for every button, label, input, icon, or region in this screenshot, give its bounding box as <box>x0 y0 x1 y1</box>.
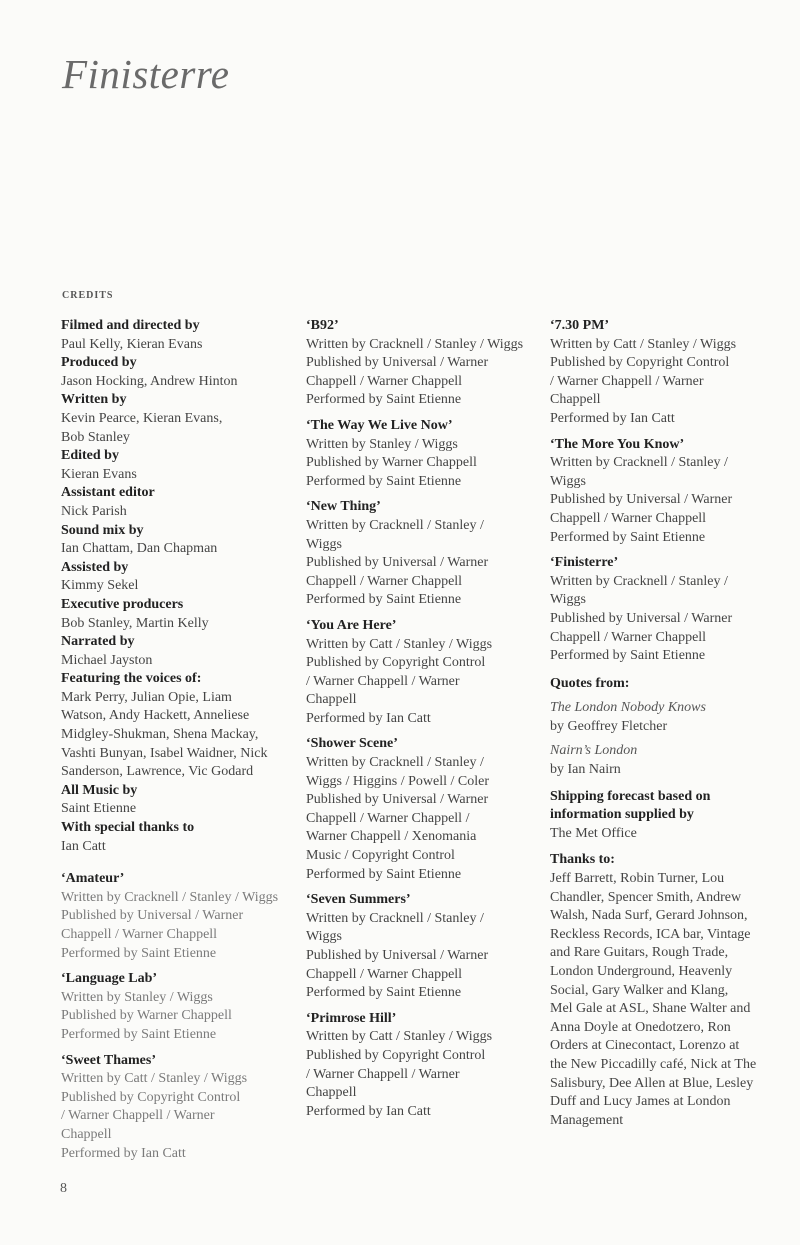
track-line: Published by Universal / Warner <box>550 610 733 626</box>
credit-entry <box>61 354 296 391</box>
credit-role: Filmed and directed by <box>61 318 200 333</box>
track-line: Written by Cracknell / Stanley / <box>306 517 484 533</box>
thanks-line: Reckless Records, ICA bar, Vintage <box>550 926 751 942</box>
track-line: Warner Chappell / Xenomania <box>306 829 477 845</box>
track-line: Published by Copyright Control <box>306 655 486 671</box>
thanks-line: and Rare Guitars, Rough Trade, <box>550 945 729 961</box>
thanks-line: Management <box>550 1112 624 1128</box>
shipping-source: The Met Office <box>550 825 637 841</box>
track-title: ‘The Way We Live Now’ <box>306 417 453 433</box>
track-line: Written by Stanley / Wiggs <box>306 436 458 452</box>
shipping-heading <box>550 788 785 825</box>
track-line: / Warner Chappell / Warner <box>306 673 460 689</box>
track-line: Performed by Saint Etienne <box>550 648 706 664</box>
track-line: Written by Catt / Stanley / Wiggs <box>306 636 493 652</box>
track-title: ‘Sweet Thames’ <box>61 1052 157 1068</box>
track-line: Chappell / Warner Chappell <box>61 927 218 942</box>
credit-names: Nick Parish <box>61 503 127 519</box>
track-line: Published by Universal / Warner <box>306 792 489 808</box>
track-title: ‘Seven Summers’ <box>306 892 411 908</box>
track-line: Published by Warner Chappell <box>306 455 477 471</box>
track-line: Chappell / Warner Chappell <box>306 373 463 389</box>
quote-item <box>550 742 785 779</box>
credit-entry <box>61 559 296 596</box>
credit-entry <box>61 782 296 819</box>
column-3 <box>550 317 785 1130</box>
track-line: Published by Copyright Control <box>61 1089 241 1105</box>
quote-title: The London Nobody Knows <box>550 700 706 716</box>
credit-role: Written by <box>61 392 127 408</box>
thanks-line: Chandler, Spencer Smith, Andrew <box>550 889 742 905</box>
track-title: ‘B92’ <box>306 318 339 333</box>
track-line: Published by Universal / Warner <box>61 908 244 924</box>
credit-entry <box>61 633 296 670</box>
thanks-text <box>550 870 785 1130</box>
thanks-line: Orders at Cinecontact, Lorenzo at <box>550 1038 740 1054</box>
track-title: ‘Finisterre’ <box>550 555 619 571</box>
credit-names: Ian Chattam, Dan Chapman <box>61 541 218 557</box>
thanks-heading: Thanks to: <box>550 852 615 868</box>
track-title: ‘New Thing’ <box>306 499 381 515</box>
track-line: Written by Catt / Stanley / Wiggs <box>550 336 737 352</box>
track-shower-scene <box>306 735 541 884</box>
track-seven-summers <box>306 891 541 1003</box>
credit-role: All Music by <box>61 782 138 798</box>
track-line: Performed by Saint Etienne <box>306 592 462 608</box>
track-line: Performed by Saint Etienne <box>306 392 462 408</box>
credit-role: Executive producers <box>61 596 184 612</box>
track-line: Performed by Saint Etienne <box>61 1026 217 1042</box>
track-line: Wiggs <box>550 592 586 608</box>
quote-author: by Ian Nairn <box>550 762 621 778</box>
credit-names: Bob Stanley <box>61 429 130 445</box>
credit-entry <box>61 596 296 633</box>
thanks-line: London Underground, Heavenly <box>550 964 733 979</box>
track-the-way-we-live-now <box>306 417 541 491</box>
credit-names: Vashti Bunyan, Isabel Waidner, Nick <box>61 745 268 761</box>
track-line: Wiggs <box>550 473 586 489</box>
page-title: Finisterre <box>62 51 230 97</box>
track-line: Published by Copyright Control <box>550 355 730 371</box>
credit-entry <box>61 317 296 354</box>
credit-names: Jason Hocking, Andrew Hinton <box>61 373 238 389</box>
track-line: Performed by Ian Catt <box>61 1145 186 1161</box>
credit-entry <box>61 447 296 484</box>
track-line: Performed by Ian Catt <box>306 1103 431 1119</box>
track-line: Performed by Saint Etienne <box>306 985 462 1001</box>
credit-role: Sound mix by <box>61 522 144 538</box>
track-title: ‘Primrose Hill’ <box>306 1010 397 1026</box>
credit-role: Assisted by <box>61 559 129 575</box>
shipping-heading-line: Shipping forecast based on <box>550 788 711 804</box>
track-title: ‘7.30 PM’ <box>550 318 610 333</box>
track-line: Written by Catt / Stanley / Wiggs <box>306 1029 493 1045</box>
track-line: Chappell / Warner Chappell <box>550 629 707 645</box>
credits-list <box>61 317 296 856</box>
credit-entry <box>61 391 296 447</box>
track-line: Written by Cracknell / Stanley / Wiggs <box>61 889 279 905</box>
credit-role: Featuring the voices of: <box>61 671 202 687</box>
track-line: Chappell <box>306 692 357 708</box>
thanks-line: Walsh, Nada Surf, Gerard Johnson, <box>550 908 748 924</box>
track-finisterre <box>550 554 785 666</box>
track-line: Wiggs / Higgins / Powell / Coler <box>306 773 489 789</box>
thanks-line: the New Piccadilly café, Nick at The <box>550 1056 757 1072</box>
credit-role: With special thanks to <box>61 820 195 836</box>
track-line: Written by Cracknell / Stanley / <box>306 755 484 771</box>
thanks-line: Salisbury, Dee Allen at Blue, Lesley <box>550 1075 754 1091</box>
credit-entry <box>61 522 296 559</box>
track-b92 <box>306 317 541 410</box>
track-title: ‘Amateur’ <box>61 871 125 887</box>
credit-names: Mark Perry, Julian Opie, Liam <box>61 689 232 705</box>
track-language-lab <box>61 970 296 1044</box>
track-title: ‘Shower Scene’ <box>306 736 398 752</box>
track-line: Published by Universal / Warner <box>306 355 489 371</box>
credit-role: Produced by <box>61 355 137 371</box>
track-title: ‘The More You Know’ <box>550 436 685 452</box>
credit-names: Michael Jayston <box>61 652 153 668</box>
track-line: Published by Universal / Warner <box>306 555 489 571</box>
track-line: Written by Stanley / Wiggs <box>61 989 213 1005</box>
track-line: Published by Universal / Warner <box>306 948 489 963</box>
quote-title: Nairn’s London <box>550 743 638 759</box>
credit-names: Sanderson, Lawrence, Vic Godard <box>61 764 254 780</box>
track-line: Published by Universal / Warner <box>550 492 733 508</box>
thanks-line: Mel Gale at ASL, Shane Walter and <box>550 1001 751 1017</box>
track-line: Performed by Ian Catt <box>550 410 675 426</box>
quote-author: by Geoffrey Fletcher <box>550 718 668 734</box>
quotes-heading: Quotes from: <box>550 675 630 691</box>
thanks-line: Duff and Lucy James at London <box>550 1094 731 1110</box>
credit-entry <box>61 670 296 782</box>
track-new-thing <box>306 498 541 610</box>
track-amateur <box>61 870 296 963</box>
track-line: Chappell / Warner Chappell / <box>306 810 470 826</box>
credit-names: Kieran Evans <box>61 466 137 482</box>
track-line: Written by Cracknell / Stanley / <box>550 573 728 589</box>
track-line: Chappell / Warner Chappell <box>550 510 707 526</box>
track-the-more-you-know <box>550 436 785 548</box>
track-line: Music / Copyright Control <box>306 848 455 864</box>
credit-role: Assistant editor <box>61 485 155 501</box>
credit-names: Bob Stanley, Martin Kelly <box>61 615 209 631</box>
track-you-are-here <box>306 617 541 729</box>
track-line: Chappell <box>61 1126 112 1142</box>
track-line: Wiggs <box>306 929 342 945</box>
credit-role: Narrated by <box>61 634 135 650</box>
track-line: Performed by Ian Catt <box>306 710 431 726</box>
thanks-line: Social, Gary Walker and Klang, <box>550 982 729 998</box>
track-line: Performed by Saint Etienne <box>306 866 462 882</box>
credit-names: Kevin Pearce, Kieran Evans, <box>61 410 223 426</box>
track-line: Performed by Saint Etienne <box>550 529 706 545</box>
credit-names: Saint Etienne <box>61 801 137 817</box>
track-line: Written by Cracknell / Stanley / <box>306 910 484 926</box>
thanks-line: Anna Doyle at Onedotzero, Ron <box>550 1019 731 1035</box>
track-line: Written by Catt / Stanley / Wiggs <box>61 1071 248 1087</box>
track-line: / Warner Chappell / Warner <box>61 1108 215 1124</box>
thanks-line: Jeff Barrett, Robin Turner, Lou <box>550 871 725 887</box>
track-line: Performed by Saint Etienne <box>306 473 462 489</box>
track-line: Chappell <box>306 1085 357 1101</box>
quote-item <box>550 699 785 736</box>
track-line: Written by Cracknell / Stanley / Wiggs <box>306 336 524 352</box>
credit-names: Watson, Andy Hackett, Anneliese <box>61 708 250 724</box>
credit-role: Edited by <box>61 448 119 464</box>
track-line: Chappell / Warner Chappell <box>306 573 463 589</box>
track-line: Wiggs <box>306 536 342 552</box>
track-title: ‘Language Lab’ <box>61 971 158 987</box>
column-2 <box>306 317 541 1121</box>
track-7-30-pm <box>550 317 785 429</box>
track-line: / Warner Chappell / Warner <box>306 1066 460 1082</box>
track-line: Performed by Saint Etienne <box>61 945 217 961</box>
column-1 <box>61 317 296 1163</box>
credit-names: Paul Kelly, Kieran Evans <box>61 336 203 352</box>
shipping-heading-line: information supplied by <box>550 807 694 823</box>
track-line: Published by Warner Chappell <box>61 1008 232 1024</box>
section-label: CREDITS <box>62 290 114 301</box>
credit-names: Midgley-Shukman, Shena Mackay, <box>61 727 259 743</box>
credit-names: Kimmy Sekel <box>61 578 139 594</box>
track-title: ‘You Are Here’ <box>306 617 397 633</box>
credit-entry <box>61 819 296 856</box>
track-line: Chappell / Warner Chappell <box>306 966 463 982</box>
track-line: / Warner Chappell / Warner <box>550 373 704 389</box>
track-line: Chappell <box>550 392 601 408</box>
track-sweet-thames <box>61 1052 296 1164</box>
credit-entry <box>61 484 296 521</box>
track-primrose-hill <box>306 1010 541 1122</box>
track-line: Written by Cracknell / Stanley / <box>550 455 728 471</box>
page-number: 8 <box>60 1181 67 1196</box>
track-line: Published by Copyright Control <box>306 1047 486 1063</box>
credit-names: Ian Catt <box>61 838 106 854</box>
